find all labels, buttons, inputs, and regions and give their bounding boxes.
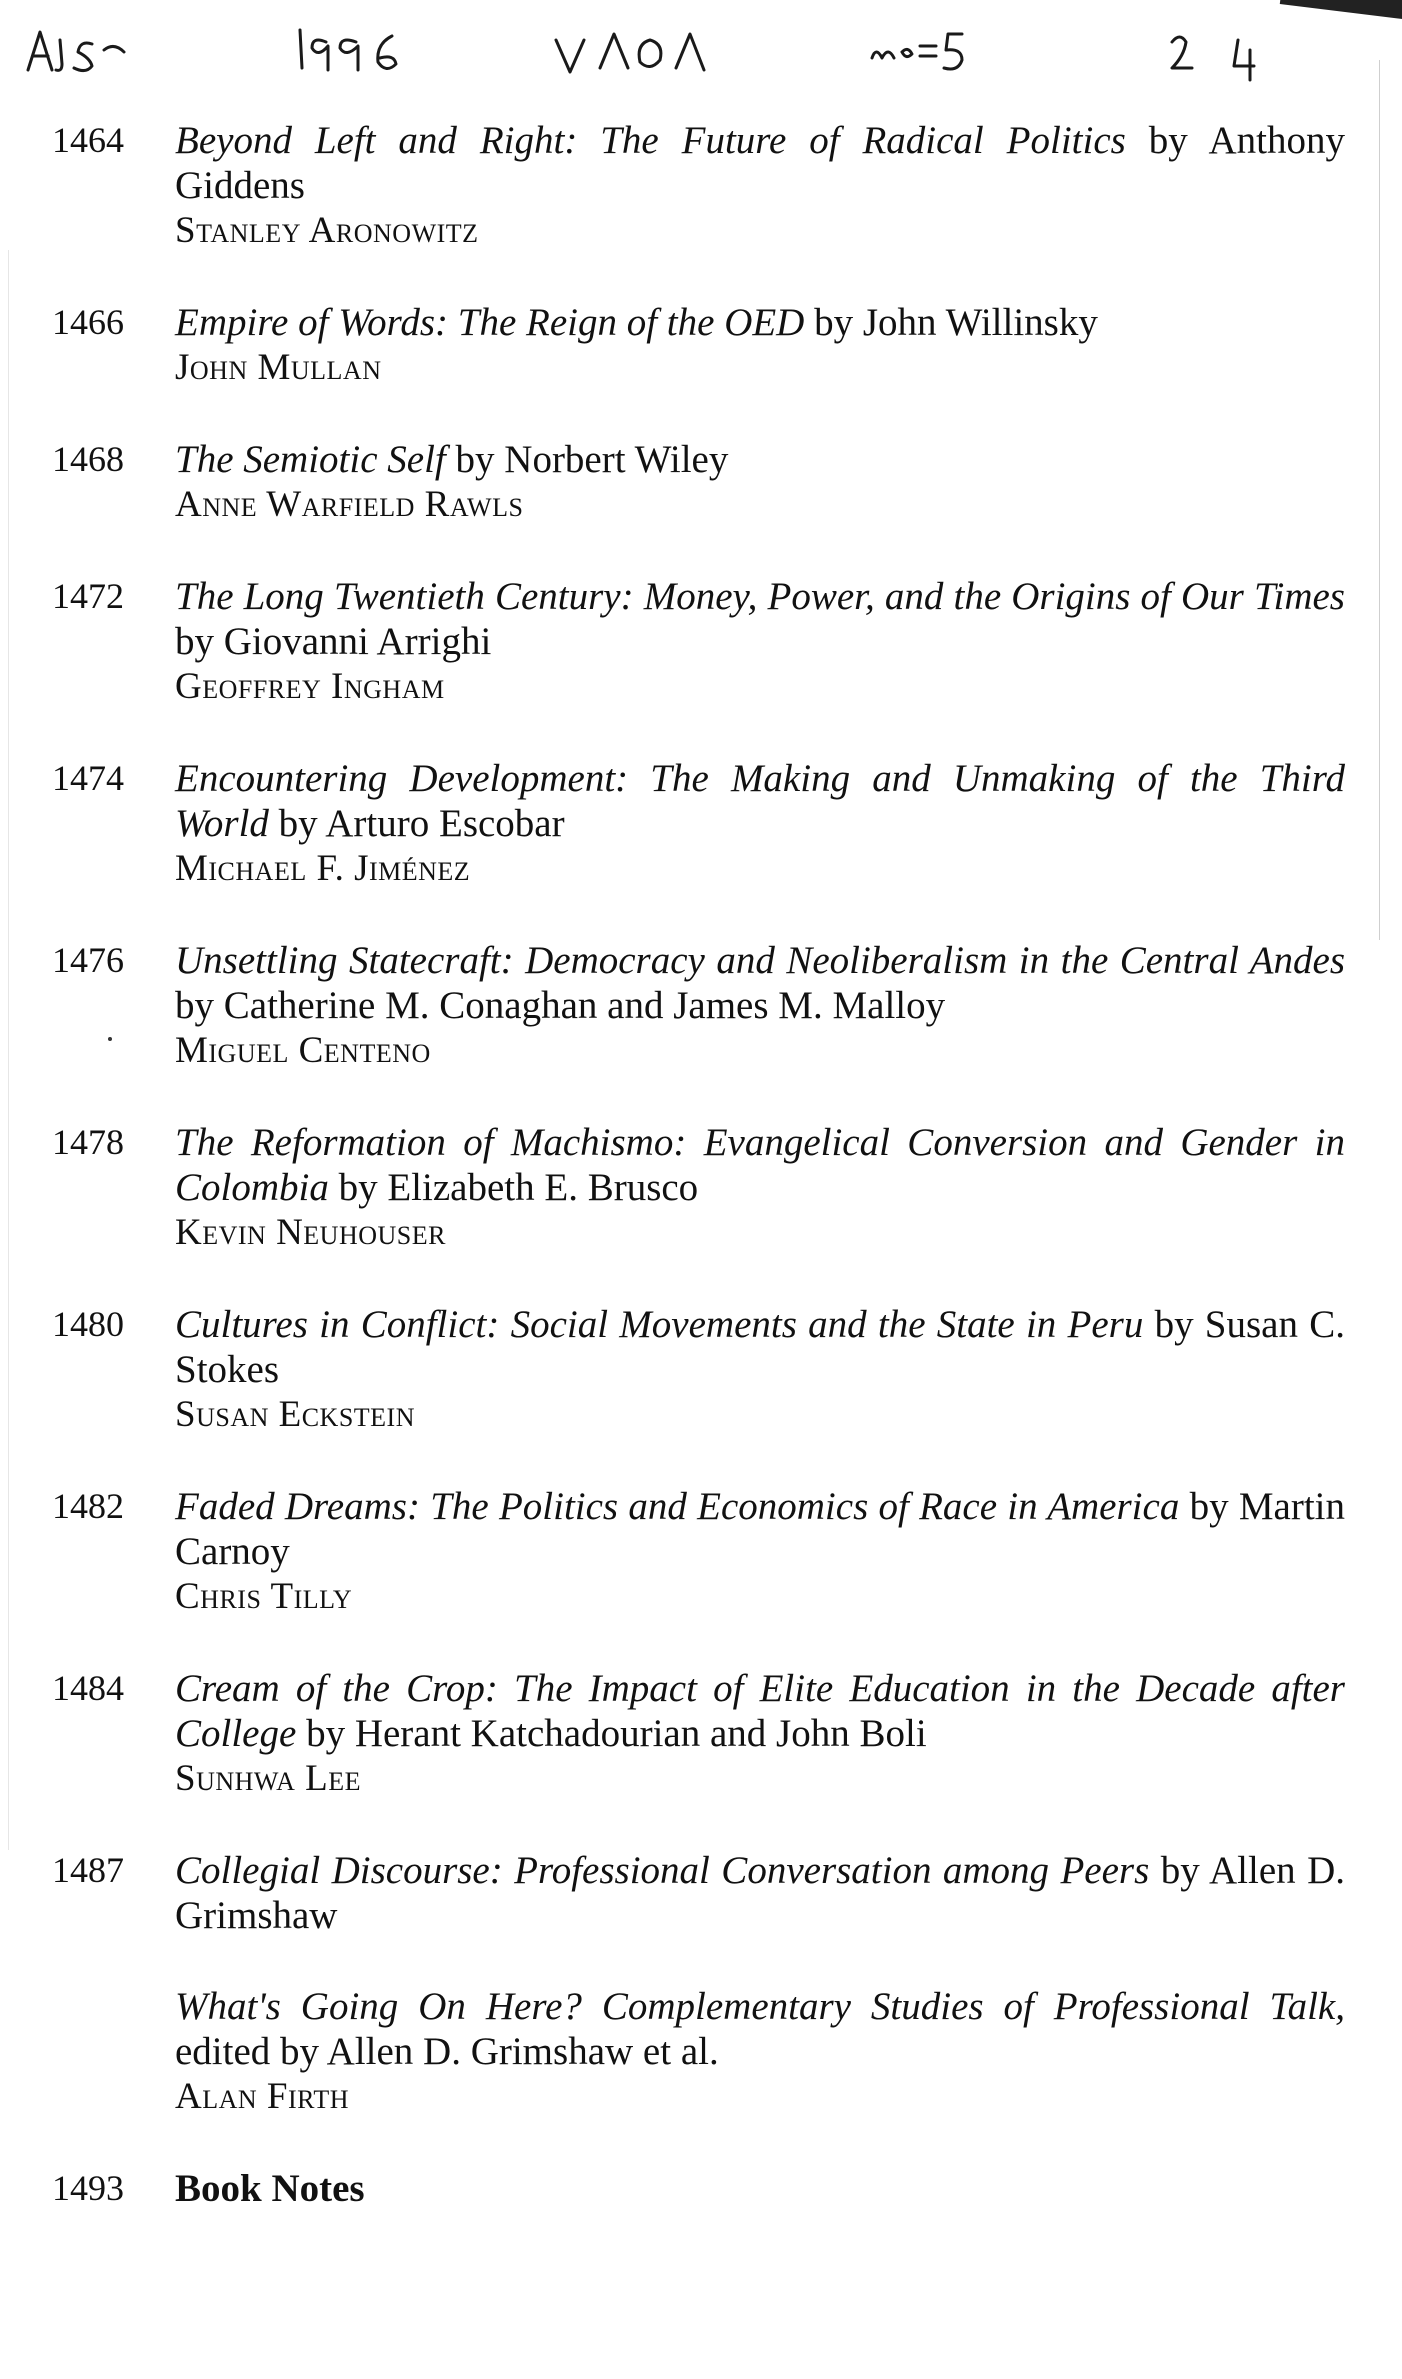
handwritten-note	[0, 0, 1402, 110]
review-entry	[0, 437, 1402, 528]
review-entry	[0, 1484, 1402, 1620]
book-author: by Martin Carnoy	[175, 1485, 1345, 1573]
book-author: by Norbert Wiley	[445, 438, 729, 481]
book-author: by Giovanni Arrighi	[175, 620, 492, 663]
page-number: 1472	[52, 576, 124, 616]
book-title: Faded Dreams: The Politics and Economics of Race in America	[175, 1485, 1180, 1528]
book-title: The Semiotic Self	[175, 438, 446, 481]
book-title: Cultures in Conflict: Social Movements and the State in Peru	[175, 1303, 1144, 1346]
book-title: Encountering Development: The Making and Unmaking of the Third World	[175, 757, 1345, 845]
page-number: 1484	[52, 1668, 124, 1708]
book-author: by Susan C. Stokes	[175, 1303, 1345, 1391]
reviewer-name: Susan Eckstein	[175, 1394, 415, 1435]
book-author: edited by Allen D. Grimshaw et al.	[175, 2030, 719, 2073]
book-author: by John Willinsky	[804, 301, 1098, 344]
review-listing	[0, 118, 1402, 2257]
reviewer-name: Miguel Centeno	[175, 1030, 431, 1071]
reviewer-name: Stanley Aronowitz	[175, 210, 479, 251]
reviewer-name: Sunhwa Lee	[175, 1758, 361, 1799]
book-title: Collegial Discourse: Professional Conversation among Peers	[175, 1849, 1150, 1892]
handwriting-strokes	[0, 0, 1402, 110]
review-entry	[0, 1120, 1402, 1256]
book-title: What's Going On Here? Complementary Studies of Professional Talk,	[175, 1985, 1345, 2028]
review-entry	[0, 118, 1402, 254]
review-entry	[0, 1666, 1402, 1802]
book-author: by Herant Katchadourian and John Boli	[296, 1712, 927, 1755]
book-author: by Arturo Escobar	[268, 802, 565, 845]
review-sub-entry	[175, 1984, 1345, 2120]
page-number: 1480	[52, 1304, 124, 1344]
reviewer-name: Alan Firth	[175, 2076, 350, 2117]
reviewer-name: Chris Tilly	[175, 1576, 353, 1617]
page-number: 1482	[52, 1486, 124, 1526]
review-entry	[0, 1848, 1402, 1938]
page-number: 1478	[52, 1122, 124, 1162]
page-number: 1493	[52, 2168, 124, 2208]
page-number: 1476	[52, 940, 124, 980]
review-entry	[0, 300, 1402, 391]
page-number: 1468	[52, 439, 124, 479]
reviewer-name: Anne Warfield Rawls	[175, 484, 524, 525]
book-title: Unsettling Statecraft: Democracy and Neoliberalism in the Central Andes	[175, 939, 1345, 982]
page-number: 1464	[52, 120, 124, 160]
book-title: Empire of Words: The Reign of the OED	[175, 301, 805, 344]
book-author: by Elizabeth E. Brusco	[328, 1166, 699, 1209]
book-author: by Catherine M. Conaghan and James M. Malloy	[175, 984, 946, 1027]
review-entry	[0, 574, 1402, 710]
book-author: by Allen D. Grimshaw	[175, 1849, 1345, 1937]
reviewer-name: John Mullan	[175, 347, 382, 388]
book-notes-entry	[0, 2166, 1402, 2211]
book-author: by Anthony Giddens	[175, 119, 1345, 207]
page-number: 1474	[52, 758, 124, 798]
page-number: 1466	[52, 302, 124, 342]
book-title: The Long Twentieth Century: Money, Power, and the Origins of Our Times	[175, 575, 1345, 618]
book-title: Cream of the Crop: The Impact of Elite Education in the Decade after College	[175, 1667, 1345, 1755]
reviewer-name: Geoffrey Ingham	[175, 666, 445, 707]
book-title: The Reformation of Machismo: Evangelical Conversion and Gender in Colombia	[175, 1121, 1345, 1209]
review-entry	[0, 1302, 1402, 1438]
reviewer-name: Kevin Neuhouser	[175, 1212, 446, 1253]
review-entry	[0, 756, 1402, 892]
page-number: 1487	[52, 1850, 124, 1890]
section-heading: Book Notes	[175, 2167, 365, 2210]
book-title: Beyond Left and Right: The Future of Radical Politics	[175, 119, 1126, 162]
review-entry	[0, 938, 1402, 1074]
reviewer-name: Michael F. Jiménez	[175, 848, 471, 889]
